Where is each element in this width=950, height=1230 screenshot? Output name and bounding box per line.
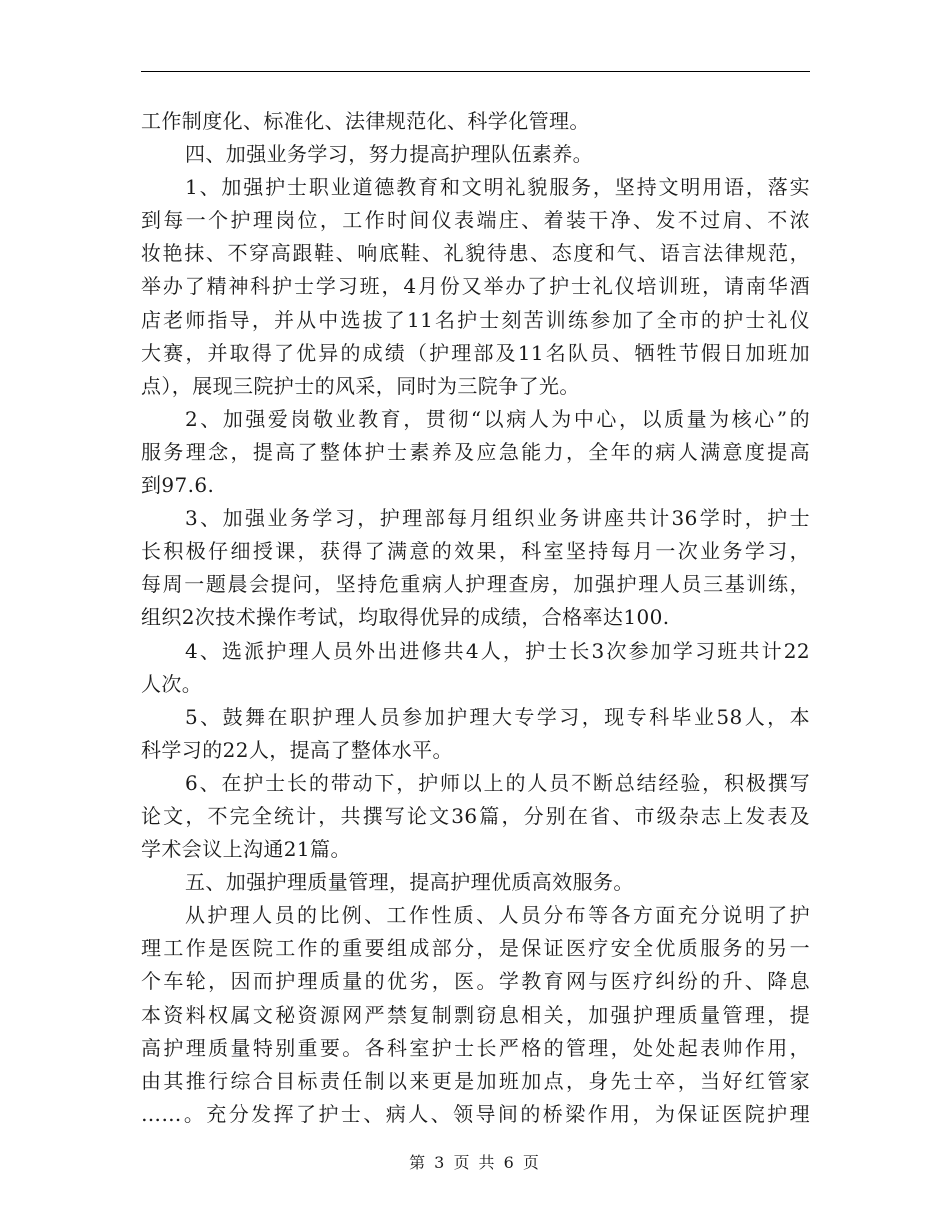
text-line: 大赛，并取得了优异的成绩（护理部及11名队员、牺牲节假日加班加 <box>141 340 810 365</box>
text-line: 长积极仔细授课，获得了满意的效果，科室坚持每月一次业务学习， <box>141 539 810 564</box>
text-line: 科学习的22人，提高了整体水平。 <box>141 737 453 762</box>
text-line: 由其推行综合目标责任制以来更是加班加点，身先士卒，当好红管家 <box>141 1068 810 1093</box>
text-line: 点），展现三院护士的风采，同时为三院争了光。 <box>141 373 580 398</box>
text-line: 论文，不完全统计，共撰写论文36篇，分别在省、市级杂志上发表及 <box>141 803 810 828</box>
text-line: 每周一题晨会提问，坚持危重病人护理查房，加强护理人员三基训练， <box>141 572 810 597</box>
text-line: 服务理念，提高了整体护士素养及应急能力，全年的病人满意度提高 <box>141 439 810 464</box>
page-number-footer: 第 3 页 共 6 页 <box>409 1153 541 1172</box>
text-line: 个车轮，因而护理质量的优劣，医。学教育网与医疗纠纷的升、降息 <box>141 969 810 994</box>
text-line: 理工作是医院工作的重要组成部分，是保证医疗安全优质服务的另一 <box>141 936 810 961</box>
text-line: 店老师指导，并从中选拔了11名护士刻苦训练参加了全市的护士礼仪 <box>141 307 810 332</box>
text-line: 四、加强业务学习，努力提高护理队伍素养。 <box>185 142 593 167</box>
text-line: 高护理质量特别重要。各科室护士长严格的管理，处处起表帅作用， <box>141 1035 810 1060</box>
text-line: 本资料权属文秘资源网严禁复制剽窃息相关，加强护理质量管理，提 <box>141 1002 810 1027</box>
text-line: 2、加强爱岗敬业教育，贯彻“以病人为中心，以质量为核心”的 <box>185 406 810 431</box>
text-line: 组织2次技术操作考试，均取得优异的成绩，合格率达100. <box>141 605 670 630</box>
text-line: 从护理人员的比例、工作性质、人员分布等各方面充分说明了护 <box>185 903 810 928</box>
header-rule <box>141 71 810 72</box>
text-line: 学术会议上沟通21篇。 <box>141 837 351 862</box>
text-line: 到97.6. <box>141 473 215 498</box>
text-line: 5、鼓舞在职护理人员参加护理大专学习，现专科毕业58人，本 <box>185 704 810 729</box>
document-body <box>141 105 810 1131</box>
text-line: 6、在护士长的带动下，护师以上的人员不断总结经验，积极撰写 <box>185 770 810 795</box>
text-line: 3、加强业务学习，护理部每月组织业务讲座共计36学时，护士 <box>185 506 810 531</box>
text-line: 4、选派护理人员外出进修共4人，护士长3次参加学习班共计22 <box>185 638 810 663</box>
text-line: 妆艳抹、不穿高跟鞋、响底鞋、礼貌待患、态度和气、语言法律规范， <box>141 241 810 266</box>
text-line: 工作制度化、标准化、法律规范化、科学化管理。 <box>141 109 590 133</box>
text-line: ……。充分发挥了护士、病人、领导间的桥梁作用，为保证医院护理 <box>141 1101 810 1126</box>
text-line: 举办了精神科护士学习班，4月份又举办了护士礼仪培训班，请南华酒 <box>141 274 810 299</box>
text-line: 到每一个护理岗位，工作时间仪表端庄、着装干净、发不过肩、不浓 <box>141 208 810 233</box>
text-line: 五、加强护理质量管理，提高护理优质高效服务。 <box>185 870 634 895</box>
text-line: 人次。 <box>141 671 203 696</box>
text-line: 1、加强护士职业道德教育和文明礼貌服务，坚持文明用语，落实 <box>185 175 810 200</box>
